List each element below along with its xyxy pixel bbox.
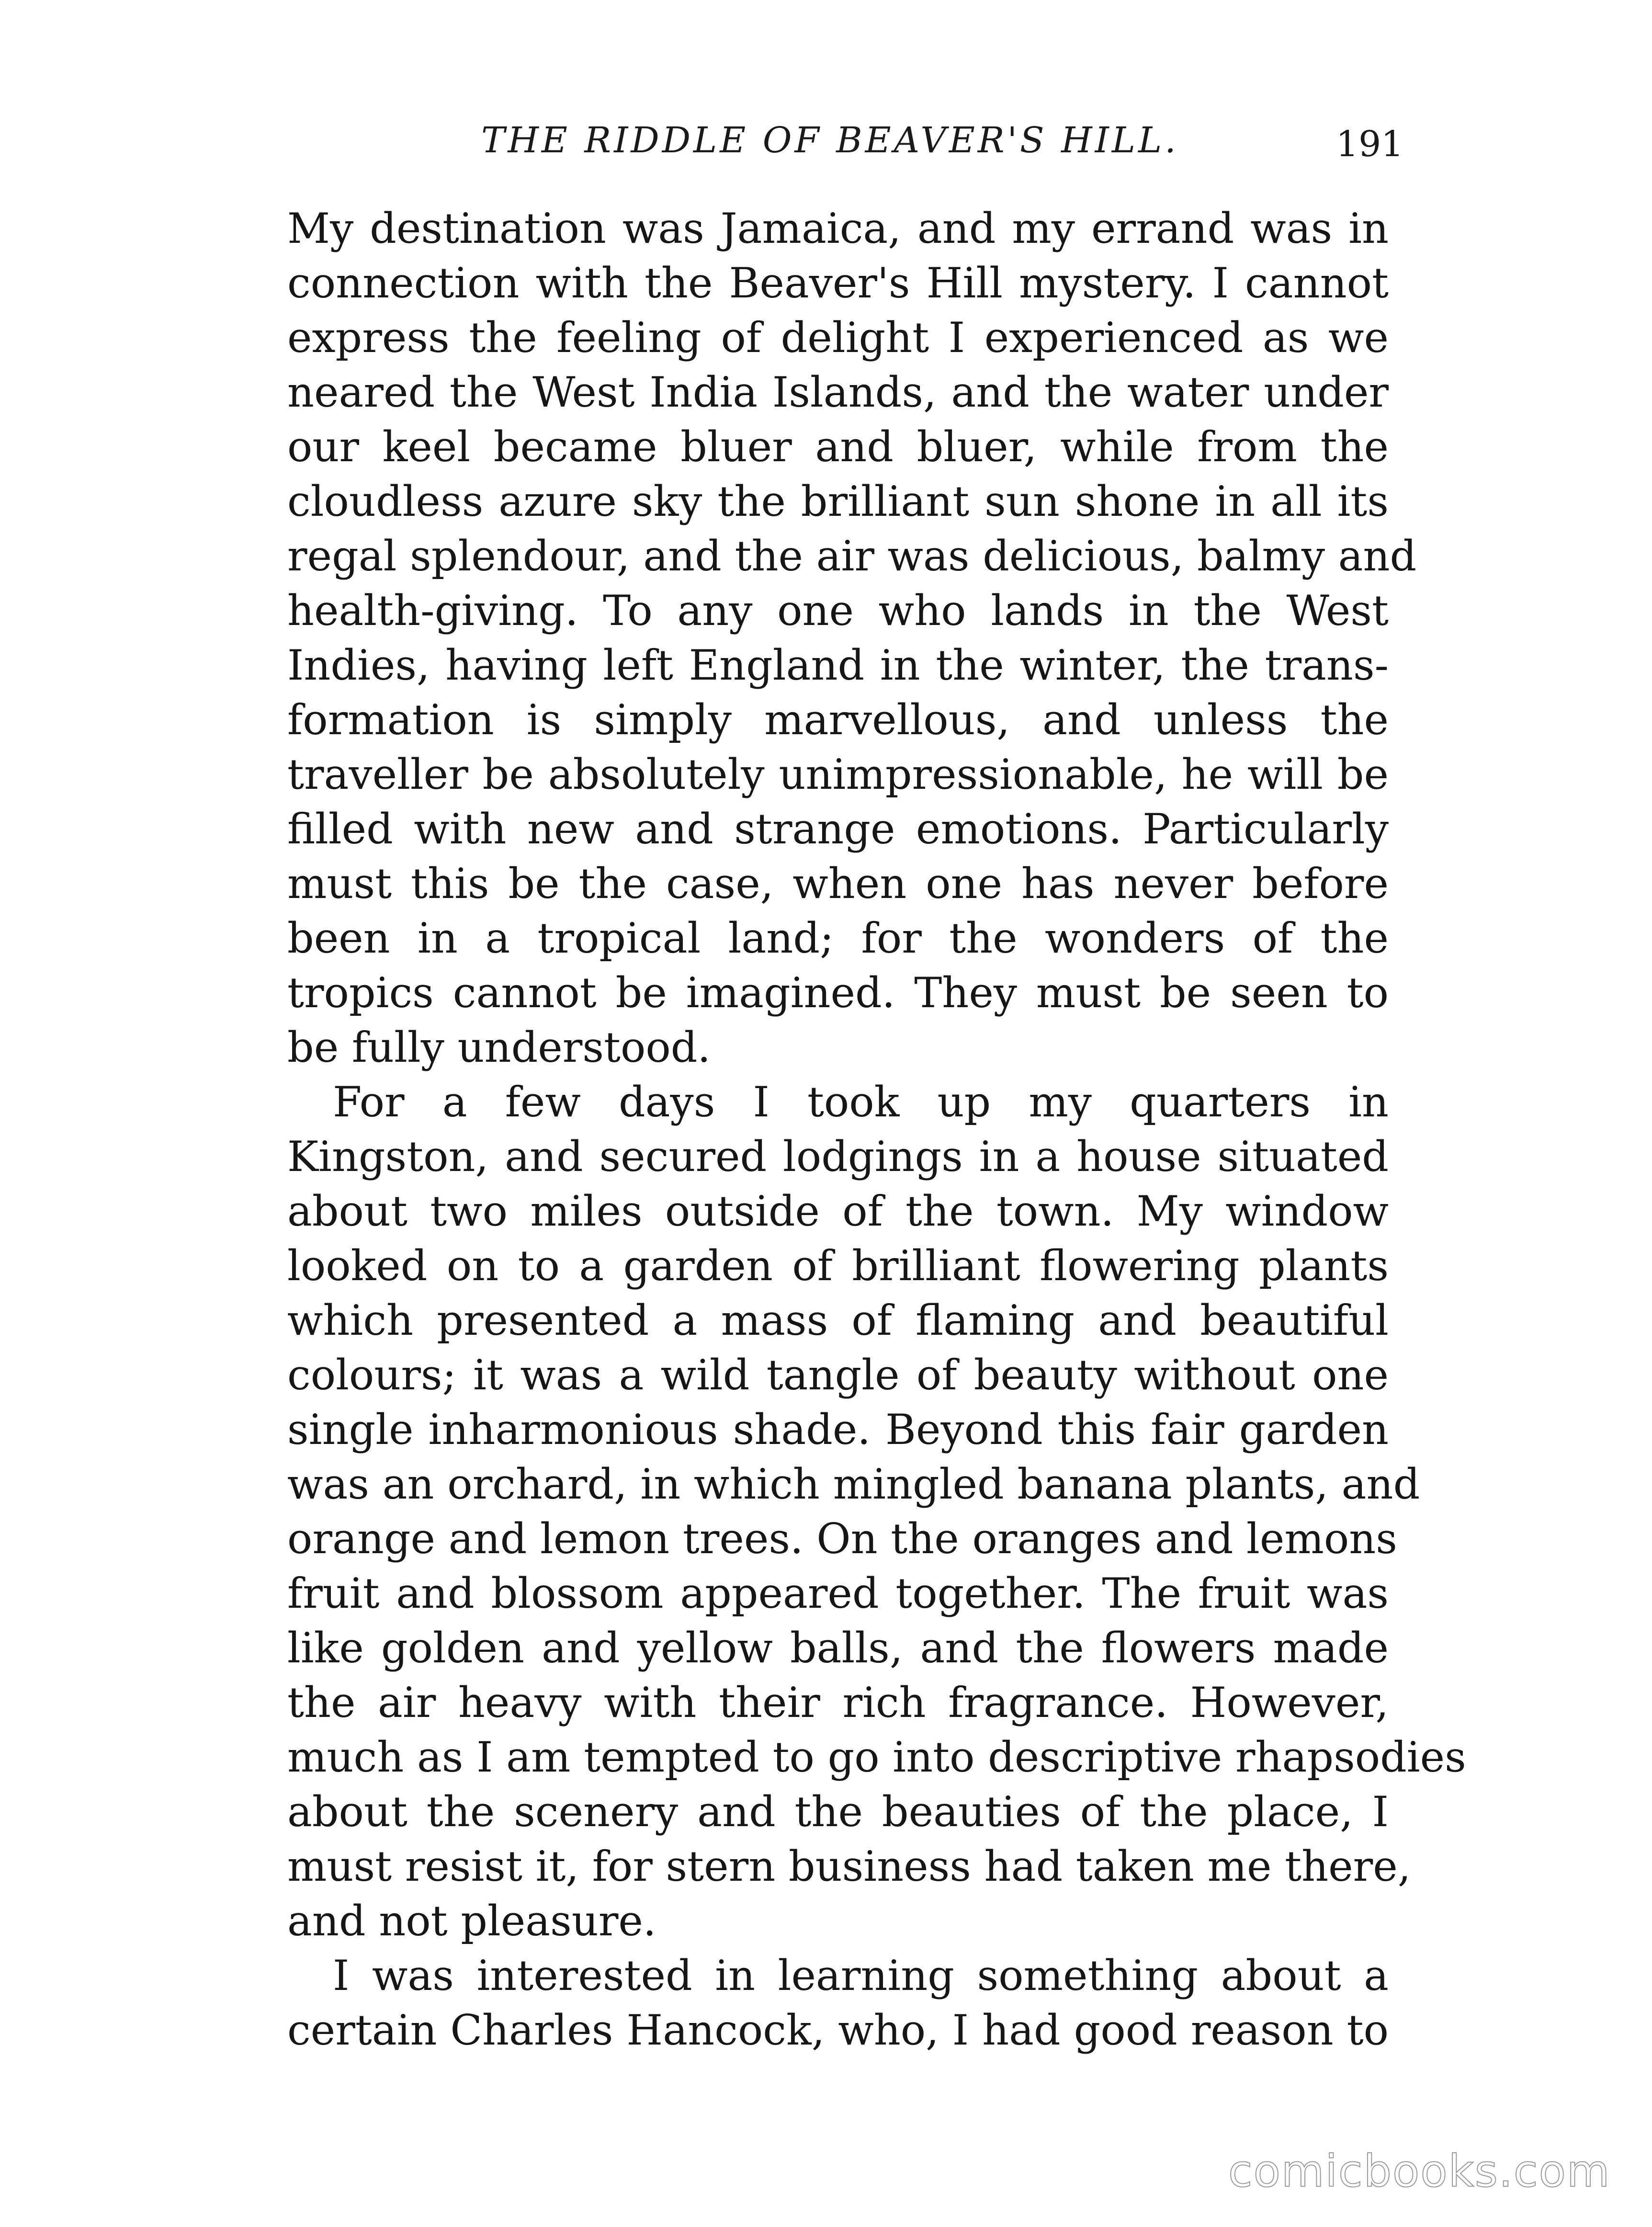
page-number: 191 <box>1336 124 1404 165</box>
text-line: regal splendour, and the air was delicious, balmy and <box>287 532 1417 580</box>
text-line: fruit and blossom appeared together. The fruit was <box>287 1569 1389 1618</box>
text-line: cloudless azure sky the brilliant sun shone in all its <box>287 477 1389 526</box>
text-line: My destination was Jamaica, and my errand was in <box>287 204 1389 253</box>
text-line: like golden and yellow balls, and the flowers made <box>287 1624 1389 1672</box>
text-line: traveller be absolutely unimpressionable, he will be <box>287 750 1389 799</box>
text-line: I was interested in learning something about a <box>333 1951 1389 2000</box>
text-line: about two miles outside of the town. My window <box>287 1187 1389 1236</box>
text-line: For a few days I took up my quarters in <box>333 1078 1389 1126</box>
text-line: neared the West India Islands, and the water under <box>287 368 1389 417</box>
text-line: be fully understood. <box>287 1023 711 1072</box>
text-line: tropics cannot be imagined. They must be seen to <box>287 968 1389 1017</box>
text-line: about the scenery and the beauties of the place, I <box>287 1787 1389 1836</box>
text-line: colours; it was a wild tangle of beauty without one <box>287 1351 1389 1399</box>
text-line: filled with new and strange emotions. Particularly <box>287 805 1389 853</box>
text-line: Kingston, and secured lodgings in a house situated <box>287 1132 1389 1181</box>
text-line: was an orchard, in which mingled banana plants, and <box>287 1460 1420 1509</box>
text-line: must this be the case, when one has never before <box>287 859 1389 908</box>
text-line: our keel became bluer and bluer, while from the <box>287 422 1389 471</box>
text-line: connection with the Beaver's Hill mystery. I cannot <box>287 259 1389 307</box>
text-line: much as I am tempted to go into descriptive rhapsodies <box>287 1733 1466 1782</box>
running-title: THE RIDDLE OF BEAVER'S HILL. <box>481 120 1179 161</box>
watermark-logo: comicbooks.com <box>1228 2146 1611 2197</box>
text-line: Indies, having left England in the winter, the trans- <box>287 641 1389 690</box>
text-line: single inharmonious shade. Beyond this fair garden <box>287 1405 1389 1454</box>
text-line: been in a tropical land; for the wonders of the <box>287 914 1389 963</box>
text-line: the air heavy with their rich fragrance. However, <box>287 1678 1389 1727</box>
text-line: express the feeling of delight I experienced as we <box>287 313 1389 362</box>
text-line: which presented a mass of flaming and beautiful <box>287 1296 1389 1345</box>
text-line: and not pleasure. <box>287 1897 656 1945</box>
text-line: must resist it, for stern business had taken me there, <box>287 1842 1411 1891</box>
text-line: formation is simply marvellous, and unless the <box>287 695 1389 744</box>
text-line: orange and lemon trees. On the oranges and lemons <box>287 1514 1397 1563</box>
text-line: looked on to a garden of brilliant flowering plants <box>287 1241 1389 1290</box>
text-line: certain Charles Hancock, who, I had good reason to <box>287 2006 1389 2055</box>
text-line: health-giving. To any one who lands in the West <box>287 586 1389 635</box>
